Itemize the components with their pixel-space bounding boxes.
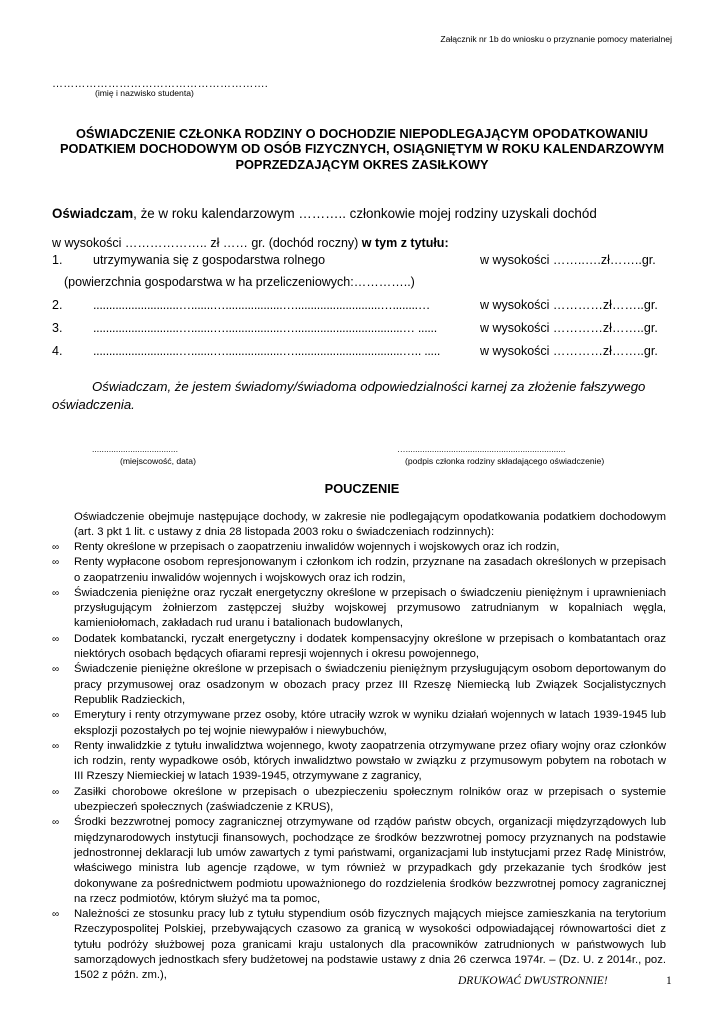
- student-name-dots: ………………………………………………….: [52, 78, 269, 90]
- list-item-text: Renty inwalidzkie z tytułu inwalidztwa wojennego, kwoty zaopatrzenia otrzymywane przez ofiary wojny oraz członków ich rodzin, renty wypadkowe osób, których inwalidztwo powstało w związku z przymusowym pobytem na robotach w III Rzeszy Niemieckiej w latach 1939-1945, otrzymywane z zagranicy,: [74, 739, 666, 783]
- infinity-bullet-icon: ∞: [52, 587, 60, 599]
- farm-area-note: (powierzchnia gospodarstwa w ha przeliczeniowych:…………..): [64, 275, 415, 289]
- list-item: [52, 662, 666, 708]
- declaration-line: [52, 206, 597, 221]
- income-source: ...........................….......…..................…...........................…........…: [93, 298, 431, 312]
- income-number: 3.: [52, 321, 63, 335]
- declaration-bold: Oświadczam: [52, 206, 134, 221]
- total-amount-line: [52, 236, 449, 250]
- document-title: OŚWIADCZENIE CZŁONKA RODZINY O DOCHODZIE NIEPODLEGAJĄCYM OPODATKOWANIU PODATKIEM DOCHODOWYM OD OSÓB FIZYCZNYCH, OSIĄGNIĘTYM W ROKU KALENDARZOWYM POPRZEDZAJĄCYM OKRES ZASIŁKOWY: [59, 126, 665, 172]
- list-item: [52, 785, 666, 816]
- signature-dots: …...................................................................: [397, 444, 566, 454]
- list-item: [52, 632, 666, 663]
- infinity-bullet-icon: ∞: [52, 633, 60, 645]
- student-name-label: (imię i nazwisko studenta): [95, 88, 194, 98]
- list-item-text: Środki bezzwrotnej pomocy zagranicznej otrzymywane od rządów państw obcych, organizacji międzyrządowych lub międzynarodowych instytucji finansowych, pochodzące ze środków bezzwrotnej pomocy przyznanych na podstawie jednostronnej deklaracji lub umów zawartych z tymi państwami, organizacjami lub instytucjami przez Radę Ministrów, właściwego ministra lub agencje rządowe, w tym również w przypadkach gdy przekazanie tych środków jest dokonywane za pośrednictwem podmiotu upoważnionego do rozdzielenia środków bezzwrotnej pomocy zagranicznej na rzecz podmiotów, którym służyć ma ta pomoc,: [74, 816, 666, 905]
- total-amount-bold: w tym z tytułu:: [361, 236, 449, 250]
- income-amount: w wysokości …………zł……..gr.: [480, 344, 658, 358]
- place-date-dots: ....................................: [92, 444, 178, 454]
- page-number: 1: [666, 975, 672, 987]
- income-amount: w wysokości ……..….zł……..gr.: [480, 253, 656, 267]
- list-item-text: Świadczenie pieniężne określone w przepisach o świadczeniu pieniężnym przysługującym osobom deportowanym do pracy przymusowej oraz osadzonym w obozach pracy przez III Rzeszę Niemiecką lub Związek Socjalistycznych Republik Radzieckich,: [74, 663, 666, 706]
- infinity-bullet-icon: ∞: [52, 817, 60, 829]
- income-types-list: [52, 540, 666, 984]
- print-duplex-note: DRUKOWAĆ DWUSTRONNIE!: [458, 975, 608, 987]
- list-item: [52, 907, 666, 983]
- infinity-bullet-icon: ∞: [52, 542, 60, 553]
- list-item: [52, 815, 666, 907]
- income-number: 4.: [52, 344, 63, 358]
- list-item: [52, 586, 666, 632]
- instruction-heading: POUCZENIE: [324, 481, 400, 496]
- infinity-bullet-icon: ∞: [52, 664, 60, 676]
- place-date-label: (miejscowość, data): [120, 456, 196, 466]
- instruction-intro: Oświadczenie obejmuje następujące dochody, w zakresie nie podlegającym opodatkowania podatkiem dochodowym (art. 3 pkt 1 lit. c ustawy z dnia 28 listopada 2003 roku o świadczeniach rodzinnych):: [74, 511, 666, 539]
- income-source: utrzymywania się z gospodarstwa rolnego: [93, 253, 326, 267]
- list-item: [52, 555, 666, 586]
- declaration-rest: , że w roku kalendarzowym ……….. członkowie mojej rodziny uzyskali dochód: [133, 206, 597, 221]
- list-item-text: Należności ze stosunku pracy lub z tytułu stypendium osób fizycznych mających miejsce zamieszkania na terytorium Rzeczypospolitej Polskiej, przebywających czasowo za granicą w wysokości odpowiadającej równowartości diet z tytułu podróży służbowej poza granicami kraju ustalonych dla pracowników zatrudnionych w państwowych lub samorządowych jednostkach sfery budżetowej na podstawie ustawy z dnia 26 czerwca 1974r. – (Dz. U. z 2014r., poz. 1502 z późn. zm.),: [74, 908, 666, 982]
- total-amount-text: w wysokości ……………….. zł …… gr. (dochód roczny): [52, 236, 362, 250]
- infinity-bullet-icon: ∞: [52, 557, 60, 569]
- list-item-text: Świadczenia pieniężne oraz ryczałt energetyczny określone w przepisach o świadczeniu pieniężnym i uprawnieniach przysługującym żołnierzom zastępczej służby wojskowej przymusowo zatrudnianym w kopalniach węgla, kamieniołomach, zakładach rud uranu i batalionach budowlanych,: [74, 586, 666, 630]
- signature-label: (podpis członka rodziny składającego oświadczenie): [405, 456, 605, 466]
- annex-note: Załącznik nr 1b do wniosku o przyznanie pomocy materialnej: [440, 34, 672, 44]
- income-source: ...........................….......…..................…..................................… ......: [93, 321, 437, 335]
- list-item-text: Renty określone w przepisach o zaopatrzeniu inwalidów wojennych i wojskowych oraz ich rodzin,: [74, 541, 560, 553]
- infinity-bullet-icon: ∞: [52, 786, 60, 798]
- list-item-text: Renty wypłacone osobom represjonowanym i członkom ich rodzin, przyznane na zasadach określonych w przepisach o zaopatrzeniu inwalidów wojennych i wojskowych oraz ich rodzin,: [74, 556, 666, 584]
- income-number: 2.: [52, 298, 63, 312]
- list-item: [52, 540, 666, 555]
- infinity-bullet-icon: ∞: [52, 909, 60, 921]
- awareness-statement: Oświadczam, że jestem świadomy/świadoma odpowiedzialności karnej za złożenie fałszywego oświadczenia.: [52, 379, 646, 412]
- list-item-text: Emerytury i renty otrzymywane przez osoby, które utraciły wzrok w wyniku działań wojennych w latach 1939-1945 lub eksplozji pozostałych po tej wojnie niewypałów i niewybuchów,: [74, 709, 666, 737]
- infinity-bullet-icon: ∞: [52, 710, 60, 722]
- infinity-bullet-icon: ∞: [52, 740, 60, 752]
- income-amount: w wysokości …………zł……..gr.: [480, 321, 658, 335]
- list-item: [52, 739, 666, 785]
- income-number: 1.: [52, 253, 63, 267]
- list-item-text: Dodatek kombatancki, ryczałt energetyczny i dodatek kompensacyjny określone w przepisach o kombatantach oraz niektórych osobach będących ofiarami represji wojennych i okresu powojennego,: [74, 632, 666, 661]
- income-source: ...........................….......…..................…..................................….. .....: [93, 344, 441, 358]
- income-amount: w wysokości …………zł……..gr.: [480, 298, 658, 312]
- list-item: [52, 708, 666, 739]
- list-item-text: Zasiłki chorobowe określone w przepisach o ubezpieczeniu społecznym rolników oraz w przepisach o systemie ubezpieczeń społecznych (zaświadczenie z KRUS),: [74, 785, 666, 814]
